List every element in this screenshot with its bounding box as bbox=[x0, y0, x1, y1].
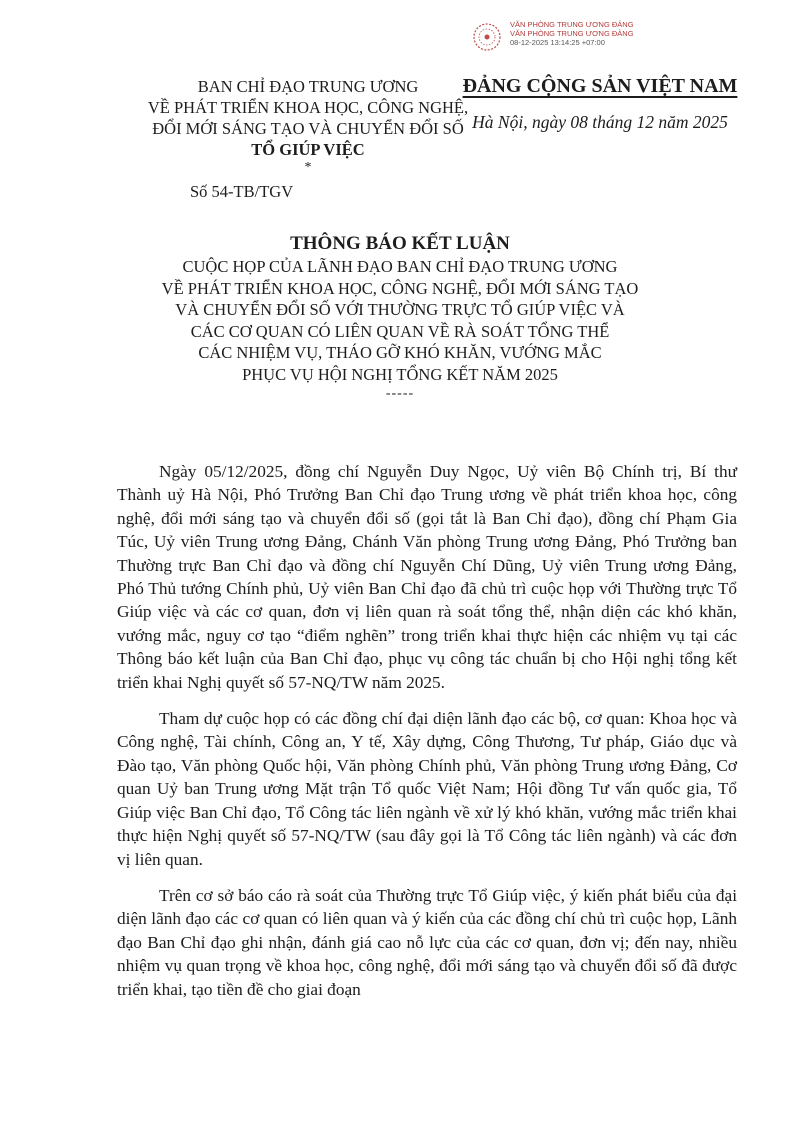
title-line: CÁC NHIỆM VỤ, THÁO GỠ KHÓ KHĂN, VƯỚNG MẮC bbox=[198, 343, 602, 363]
digital-signature-stamp bbox=[472, 20, 672, 56]
stamp-timestamp: 08-12-2025 13:14:25 +07:00 bbox=[510, 38, 605, 47]
body-paragraph: Trên cơ sở báo cáo rà soát của Thường trực Tổ Giúp việc, ý kiến phát biểu của đại diện lãnh đạo các cơ quan có liên quan và ý kiến của các đồng chí chủ trì cuộc họp, Lãnh đạo Ban Chỉ đạo ghi nhận, đánh giá cao nỗ lực của các cơ quan, đơn vị; đến nay, nhiều nhiệm vụ quan trọng về khoa học, công nghệ, đổi mới sáng tạo và chuyển đổi số đã được triển khai, tạo tiền đề cho giai đoạn bbox=[117, 885, 737, 999]
party-header bbox=[445, 75, 755, 133]
body-paragraph: Ngày 05/12/2025, đồng chí Nguyễn Duy Ngọc, Uỷ viên Bộ Chính trị, Bí thư Thành uỷ Hà Nội, Phó Trưởng Ban Chỉ đạo Trung ương về phát triển khoa học, công nghệ, đổi mới sáng tạo và chuyển đổi số (gọi tắt là Ban Chỉ đạo), đồng chí Phạm Gia Túc, Uỷ viên Trung ương Đảng, Chánh Văn phòng Trung ương Đảng, Phó Trưởng ban Thường trực Ban Chỉ đạo và đồng chí Nguyễn Chí Dũng, Uỷ viên Trung ương Đảng, Phó Thủ tướng Chính phủ, Uỷ viên Ban Chỉ đạo đã chủ trì cuộc họp với Thường trực Tổ Giúp việc và các cơ quan, đơn vị liên quan rà soát tổng thể, nhận diện các khó khăn, vướng mắc, nguy cơ tạo “điểm nghẽn” trong triển khai thực hiện các nhiệm vụ tại các Thông báo kết luận của Ban Chỉ đạo, phục vụ công tác chuẩn bị cho Hội nghị tổng kết triển khai Nghị quyết số 57-NQ/TW năm 2025. bbox=[117, 462, 737, 692]
title-line: CÁC CƠ QUAN CÓ LIÊN QUAN VỀ RÀ SOÁT TỔNG THỂ bbox=[190, 321, 610, 341]
stamp-line-2: VĂN PHÒNG TRUNG ƯƠNG ĐẢNG bbox=[510, 29, 634, 38]
document-number: Số 54-TB/TGV bbox=[190, 182, 294, 201]
star-separator: * bbox=[304, 160, 312, 175]
place-date: Hà Nội, ngày 08 tháng 12 năm 2025 bbox=[472, 112, 728, 132]
org-line-1: BAN CHỈ ĐẠO TRUNG ƯƠNG bbox=[197, 77, 419, 96]
title-line: VÀ CHUYỂN ĐỔI SỐ VỚI THƯỜNG TRỰC TỔ GIÚP VIỆC VÀ bbox=[175, 300, 625, 320]
issuing-organization bbox=[138, 76, 478, 173]
title-line: PHỤC VỤ HỘI NGHỊ TỔNG KẾT NĂM 2025 bbox=[242, 364, 558, 384]
org-line-3: ĐỔI MỚI SÁNG TẠO VÀ CHUYỂN ĐỔI SỐ bbox=[152, 119, 464, 138]
title-divider: ----- bbox=[385, 385, 415, 401]
title-main: THÔNG BÁO KẾT LUẬN bbox=[290, 233, 510, 254]
org-line-2: VỀ PHÁT TRIỂN KHOA HỌC, CÔNG NGHỆ, bbox=[147, 98, 469, 117]
seal-icon bbox=[472, 22, 502, 52]
stamp-text bbox=[510, 20, 634, 47]
title-line: VỀ PHÁT TRIỂN KHOA HỌC, CÔNG NGHỆ, ĐỔI MỚI SÁNG TẠO bbox=[161, 278, 639, 298]
party-name: ĐẢNG CỘNG SẢN VIỆT NAM bbox=[462, 75, 738, 97]
stamp-line-1: VĂN PHÒNG TRUNG ƯƠNG ĐẢNG bbox=[510, 20, 634, 29]
body-paragraph: Tham dự cuộc họp có các đồng chí đại diện lãnh đạo các bộ, cơ quan: Khoa học và Công nghệ, Tài chính, Công an, Y tế, Xây dựng, Công Thương, Tư pháp, Giáo dục và Đào tạo, Văn phòng Quốc hội, Văn phòng Chính phủ, Văn phòng Trung ương Đảng, Cơ quan Uỷ ban Trung ương Mặt trận Tổ quốc Việt Nam; Hội đồng Tư vấn quốc gia, Tổ Giúp việc Ban Chỉ đạo, Tổ Công tác liên ngành về xử lý khó khăn, vướng mắc triển khai thực hiện Nghị quyết số 57-NQ/TW (sau đây gọi là Tổ Công tác liên ngành) và các đơn vị liên quan. bbox=[117, 709, 737, 869]
document-title bbox=[80, 232, 720, 400]
team-name: TỔ GIÚP VIỆC bbox=[251, 140, 365, 159]
title-line: CUỘC HỌP CỦA LÃNH ĐẠO BAN CHỈ ĐẠO TRUNG ƯƠNG bbox=[182, 257, 618, 276]
document-body bbox=[117, 460, 737, 1014]
